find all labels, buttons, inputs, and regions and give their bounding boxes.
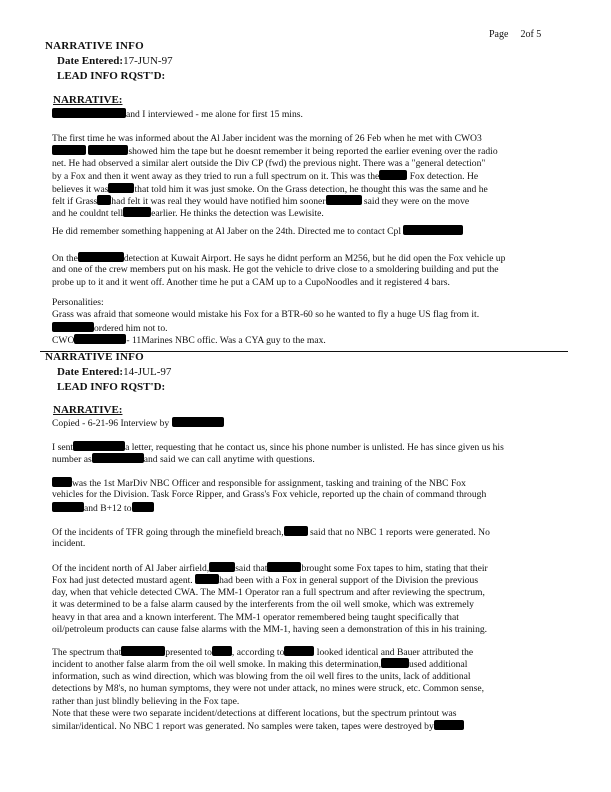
redaction-bar (172, 417, 224, 427)
redaction-bar (88, 145, 128, 155)
redaction-bar (267, 562, 301, 572)
redaction-bar (284, 526, 308, 536)
page-count: 2of 5 (520, 29, 542, 40)
narrative-paragraph (52, 646, 544, 733)
redaction-bar (403, 225, 463, 235)
redaction-bar (209, 562, 235, 572)
redaction-bar (132, 502, 154, 512)
redaction-bar (52, 502, 84, 512)
narrative-paragraph (52, 225, 544, 237)
narrative-label: NARRATIVE: (53, 94, 123, 106)
text-line: believes it was that told him it was just smoke. On the Grass detection, he thought this was the same and he (52, 183, 488, 195)
narrative-paragraph (52, 441, 544, 466)
text-line: detections by M8's, no human symptoms, they were not under attack, no mines were struck, etc. Common sense, (52, 683, 485, 695)
text-line: and one of the crew members put on his mask. He got the vehicle to drive close to a smoldering building and put the (52, 264, 499, 276)
page-label: Page (489, 29, 509, 40)
narrative-label: NARRATIVE: (53, 404, 123, 416)
lead-info: LEAD INFO RQST'D: (57, 70, 166, 82)
redaction-bar (52, 145, 86, 155)
page-number (489, 29, 553, 40)
text-line: net. He had observed a similar alert outside the Div CP (fwd) the previous night. There was a "general detection" (52, 157, 486, 169)
text-line: vehicles for the Division. Task Force Ripper, and Grass's Fox vehicle, reported up the chain of command through (52, 489, 487, 501)
text-line: felt if Grass had felt it was real they would have notified him sooner said they were on the move (52, 195, 470, 207)
redaction-bar (52, 108, 126, 118)
redaction-bar (52, 322, 94, 332)
redaction-bar (326, 195, 362, 205)
text-line: incident to another false alarm from the oil well smoke. In making this determination, used additional (52, 659, 468, 671)
lead-info: LEAD INFO RQST'D: (57, 381, 166, 393)
text-line: Note that these were two separate incident/detections at different locations, but the spectrum printout was (52, 707, 457, 719)
redaction-bar (381, 658, 409, 668)
personalities-label: Personalities: (52, 297, 104, 308)
date-entered (57, 55, 173, 67)
text-line: showed him the tape but he doesnt remember it being reported the earlier evening over the radio (52, 145, 544, 157)
text-line: incident. (52, 538, 86, 550)
date-label: Date Entered: (57, 55, 124, 67)
text-line: Copied - 6-21-96 Interview by (52, 417, 544, 429)
date-entered (57, 366, 171, 378)
narrative-paragraph (52, 108, 544, 120)
date-label: Date Entered: (57, 366, 124, 378)
narrative-paragraph (52, 252, 544, 289)
text-line: information, such as wind direction, which was blowing from the oil well fires to the units, lack of additional (52, 670, 471, 682)
narrative-paragraph (52, 133, 544, 220)
redaction-bar (121, 646, 165, 656)
text-line: and I interviewed - me alone for first 15 mins. (52, 108, 544, 120)
redaction-bar (74, 334, 126, 344)
text-line: I sent a letter, requesting that he contact us, since his phone number is unlisted. He has since given us his (52, 442, 504, 453)
narrative-paragraph (52, 526, 544, 551)
text-line: The first time he was informed about the Al Jaber incident was the morning of 26 Feb when he met with CWO3 (52, 133, 482, 144)
narrative-paragraph (52, 417, 544, 429)
redaction-bar (434, 720, 464, 730)
redaction-bar (195, 574, 219, 584)
section-title: NARRATIVE INFO (45, 351, 144, 363)
section-title: NARRATIVE INFO (45, 40, 144, 52)
date-value: 17-JUN-97 (123, 55, 173, 67)
text-line: it was determined to be a false alarm caused by the interferents from the oil well smoke, which was extremely (52, 599, 474, 611)
text-line: rather than just blindly believing in the Fox tape. (52, 695, 240, 707)
redaction-bar (52, 477, 72, 487)
narrative-paragraph (52, 562, 544, 636)
redaction-bar (284, 646, 314, 656)
date-value: 14-JUL-97 (123, 366, 172, 378)
redaction-bar (123, 207, 151, 217)
text-line: The spectrum that presented to , according to looked identical and Bauer attributed the (52, 647, 474, 658)
redaction-bar (108, 183, 134, 193)
text-line: by a Fox and then it went away as they tried to run a full spectrum on it. This was the Fox detection. He (52, 171, 479, 183)
text-line: He did remember something happening at Al Jaber on the 24th. Directed me to contact Cpl (52, 225, 544, 237)
text-line: Of the incidents of TFR going through the minefield breach, said that no NBC 1 reports were generated. No (52, 527, 490, 538)
redaction-bar (379, 170, 407, 180)
redaction-bar (73, 441, 125, 451)
text-line: day, when that vehicle detected CWA. The MM-1 Operator ran a full spectrum and after reviewing the spectrum, (52, 586, 485, 598)
narrative-paragraph (52, 477, 544, 514)
text-line: oil/petroleum products can cause false alarms with the MM-1, having seen a demonstration of this in his training. (52, 623, 488, 635)
text-line: Fox had just detected mustard agent. had been with a Fox in general support of the Division the previous (52, 575, 479, 587)
text-line: probe up to it and it went off. Another time he put a CAM up to a CupoNoodles and it registered 4 bars. (52, 276, 450, 288)
text-line: ordered him not to. (52, 322, 544, 334)
personalities-block (52, 297, 544, 347)
text-line: CWO - 11Marines NBC offic. Was a CYA guy to the max. (52, 335, 326, 347)
redaction-bar (212, 646, 232, 656)
redaction-bar (78, 252, 124, 262)
text-line: and he couldnt tell earlier. He thinks the detection was Lewisite. (52, 208, 324, 220)
text-line: was the 1st MarDiv NBC Officer and responsible for assignment, tasking and training of the NBC Fox (52, 477, 544, 489)
redaction-bar (97, 195, 111, 205)
text-line: heavy in that area and a known interferent. The MM-1 operator remembered being taught specifically that (52, 611, 459, 623)
text-line: Grass was afraid that someone would mistake his Fox for a BTR-60 so he wanted to fly a huge US flag from it. (52, 309, 480, 321)
text-line: number as and said we can call anytime with questions. (52, 454, 315, 466)
text-line: On the detection at Kuwait Airport. He says he didnt perform an M256, but he did open the Fox vehicle up (52, 253, 506, 264)
text-line: and B+12 to (52, 502, 544, 514)
text-line: Of the incident north of Al Jaber airfield, said that brought some Fox tapes to him, stating that their (52, 563, 488, 574)
redaction-bar (92, 453, 144, 463)
text-line: similar/identical. No NBC 1 report was generated. No samples were taken, tapes were destroyed by (52, 720, 544, 732)
